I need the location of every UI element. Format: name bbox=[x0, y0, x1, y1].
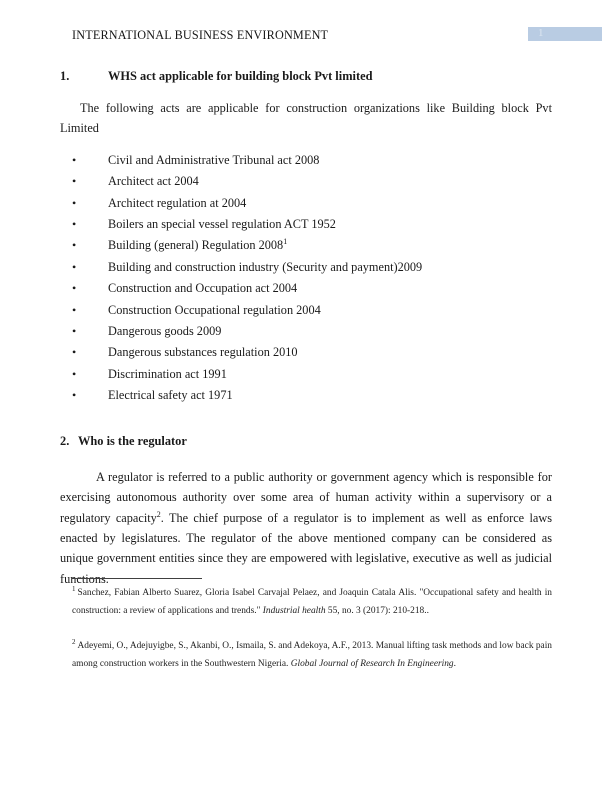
footnote-2 bbox=[72, 638, 552, 673]
list-item-label: Electrical safety act 1971 bbox=[108, 388, 233, 403]
footnote-1-journal-title: Industrial health bbox=[262, 605, 326, 616]
footnote-2-text-before: Adeyemi, O., Adejuyigbe, S., Akanbi, O., Ismaila, S. and Adekoya, A.F., 2013. Manual lifting task methods and low back pain among construction workers in the Southwestern Nigeria. bbox=[72, 641, 552, 669]
list-item-label: Construction Occupational regulation 2004 bbox=[108, 302, 321, 317]
list-item bbox=[60, 300, 552, 321]
footnote-separator bbox=[72, 578, 202, 579]
bullet-icon: • bbox=[72, 152, 77, 167]
section-1-intro-paragraph: The following acts are applicable for construction organizations like Building block Pvt Limited bbox=[60, 101, 552, 136]
list-item bbox=[60, 150, 552, 171]
list-item bbox=[60, 321, 552, 342]
section-2-heading bbox=[60, 433, 552, 449]
list-item-label: Civil and Administrative Tribunal act 2008 bbox=[108, 152, 320, 167]
section-2-paragraph-part-1: A regulator is referred to a public authority or government agency which is responsible for exercising autonomous authority over some area of human activity within a supervisory or a regulatory capacity bbox=[60, 469, 552, 525]
footnote-1-marker: 1 bbox=[72, 584, 76, 593]
footnote-reference-1: 1 bbox=[283, 237, 288, 247]
list-item-label: Building (general) Regulation 2008 bbox=[108, 238, 284, 253]
bullet-icon: • bbox=[72, 174, 77, 189]
section-1-number: 1. bbox=[60, 69, 70, 83]
bullet-icon: • bbox=[72, 259, 77, 274]
list-item bbox=[60, 257, 552, 278]
document-body bbox=[60, 68, 552, 589]
bullet-icon: • bbox=[72, 195, 77, 210]
page-header bbox=[72, 28, 602, 48]
page-number: 1 bbox=[538, 27, 544, 39]
bullet-icon: • bbox=[72, 366, 77, 381]
footnote-2-journal-title: Global Journal of Research In Engineering bbox=[290, 658, 454, 669]
footnote-reference-2: 2 bbox=[156, 509, 161, 519]
section-2-paragraph-part-2: . The chief purpose of a regulator is to implement as well as enforce laws enacted by legislatures. The regulator of the above mentioned company can be considered as unique government entities since they are empowered with legislative, executive as well as judicial functions. bbox=[60, 510, 552, 586]
bullet-icon: • bbox=[72, 238, 77, 253]
list-item bbox=[60, 278, 552, 299]
list-item-label: Building and construction industry (Security and payment)2009 bbox=[108, 259, 423, 274]
list-item bbox=[60, 171, 552, 192]
list-item bbox=[60, 193, 552, 214]
footnote-2-text-after: . bbox=[453, 658, 456, 669]
footnote-1-text-after: 55, no. 3 (2017): 210-218.. bbox=[325, 605, 429, 616]
section-2-number: 2. bbox=[60, 433, 70, 448]
list-item bbox=[60, 385, 552, 406]
list-item-label: Dangerous goods 2009 bbox=[108, 324, 222, 339]
list-item-label: Architect act 2004 bbox=[108, 174, 199, 189]
list-item-label: Discrimination act 1991 bbox=[108, 366, 227, 381]
footnotes-area bbox=[60, 578, 552, 673]
bullet-icon: • bbox=[72, 324, 77, 339]
list-item bbox=[60, 342, 552, 363]
acts-list bbox=[60, 150, 552, 407]
section-1-title: WHS act applicable for building block Pvt limited bbox=[108, 69, 373, 83]
list-item-label: Boilers an special vessel regulation ACT 1952 bbox=[108, 217, 336, 232]
footnote-1 bbox=[72, 585, 552, 620]
bullet-icon: • bbox=[72, 217, 77, 232]
header-title: INTERNATIONAL BUSINESS ENVIRONMENT bbox=[72, 28, 329, 42]
list-item-label: Architect regulation at 2004 bbox=[108, 195, 247, 210]
bullet-icon: • bbox=[72, 388, 77, 403]
list-item-label: Construction and Occupation act 2004 bbox=[108, 281, 298, 296]
list-item bbox=[60, 364, 552, 385]
section-2-title: Who is the regulator bbox=[78, 433, 187, 448]
bullet-icon: • bbox=[72, 281, 77, 296]
footnote-1-text-before: Sanchez, Fabian Alberto Suarez, Gloria Isabel Carvajal Pelaez, and Joaquin Catala Alis. "Occupational safety and health in construction: a review of applications and trends." bbox=[72, 588, 552, 616]
bullet-icon: • bbox=[72, 302, 77, 317]
bullet-icon: • bbox=[72, 345, 77, 360]
list-item bbox=[60, 214, 552, 235]
section-2-paragraph bbox=[60, 467, 552, 589]
footnote-2-marker: 2 bbox=[72, 638, 76, 647]
list-item-label: Dangerous substances regulation 2010 bbox=[108, 345, 298, 360]
list-item bbox=[60, 235, 552, 256]
section-1-heading bbox=[60, 68, 552, 84]
